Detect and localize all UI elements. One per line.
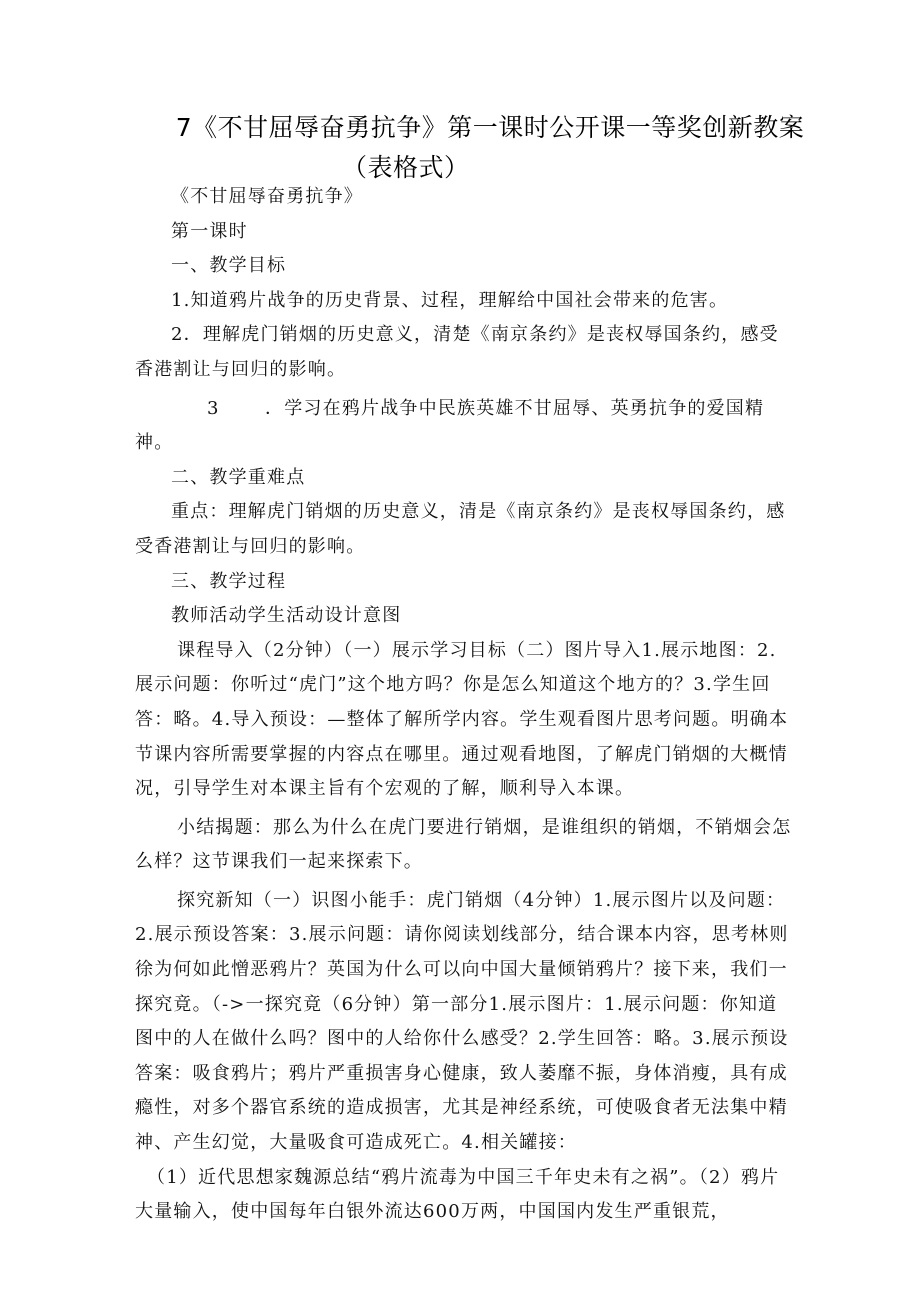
- title-line-2: （表格式）: [342, 153, 470, 182]
- section-heading-process: 三、教学过程: [171, 570, 287, 592]
- table-header: 教师活动学生活动设计意图: [171, 605, 402, 627]
- paragraph-intro: 课程导入（2分钟）（一）展示学习目标（二）图片导入1.展示地图：2.展示问题：你听过“虎门”这个地方吗？你是怎么知道这个地方的？3.学生回答：略。4.导入预设：—整体了解所学内容。学生观看图片思考问题。明确本节课内容所需要掌握的内容点在哪里。通过观看地图，了解虎门销烟的大概情况，引导学生对本课主旨有个宏观的了解，顺利导入本课。: [135, 639, 789, 800]
- paragraph-explore: 探究新知（一）识图小能手：虎门销烟（4分钟）1.展示图片以及问题：2.展示预设答案：3.展示问题：请你阅读划线部分，结合课本内容，思考林则徐为何如此憎恶鸦片？英国为什么可以向中国大量倾销鸦片？接下来，我们一探究竟。（->一探究竟（6分钟）第一部分1.展示图片：1.展示问题：你知道图中的人在做什么吗？图中的人给你什么感受？2.学生回答：略。3.展示预设答案：吸食鸦片；鸦片严重损害身心健康，致人萎靡不振，身体消瘦，具有成瘾性，对多个器官系统的造成损害，尤其是神经系统，可使吸食者无法集中精神、产生幻觉，大量吸食可造成死亡。4.相关罐接：: [135, 889, 789, 1154]
- title-line-1: 7《不甘屈辱奋勇抗争》第一课时公开课一等奖创新教案: [175, 113, 805, 142]
- section-heading-goals: 一、教学目标: [171, 255, 287, 277]
- goal-1: 1.知道鸦片战争的历史背景、过程，理解给中国社会带来的危害。: [171, 289, 729, 311]
- goal-3-number: 3: [207, 397, 220, 419]
- goal-3: [135, 392, 795, 461]
- key-point: 重点：理解虎门销烟的历史意义，清是《南京条约》是丧权辱国条约，感受香港割让与回归的影响。: [135, 501, 786, 557]
- section-heading-key-points: 二、教学重难点: [171, 466, 306, 488]
- document-title: [130, 108, 850, 188]
- lesson-label: 第一课时: [171, 220, 248, 242]
- paragraph-quote: （1）近代思想家魏源总结“鸦片流毒为中国三千年史未有之祸”。（2）鸦片大量输入，使中国每年白银外流达600万两，中国国内发生严重银荒，: [135, 1166, 780, 1223]
- document-body: [135, 180, 795, 1230]
- goal-2: 2．理解虎门销烟的历史意义，清楚《南京条约》是丧权辱国条约，感受香港割让与回归的影响。: [135, 324, 779, 380]
- book-title: 《不甘屈辱奋勇抗争》: [171, 186, 363, 207]
- paragraph-summary: 小结揭题：那么为什么在虎门要进行销烟，是谁组织的销烟，不销烟会怎么样？这节课我们一起来探索下。: [135, 816, 792, 873]
- goal-3-text: ．学习在鸦片战争中民族英雄不甘屈辱、英勇抗争的爱国精神。: [135, 397, 765, 454]
